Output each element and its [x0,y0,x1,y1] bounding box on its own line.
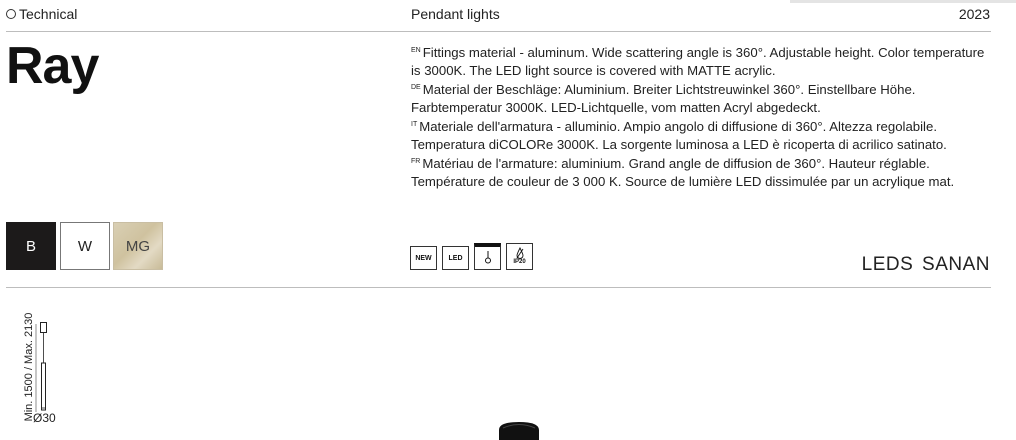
product-description [411,42,996,190]
finish-code: MG [125,237,151,255]
pendant-lamp-glyph [482,251,494,265]
description-fr [411,153,996,190]
pendant-icon [474,243,501,270]
new-badge-text: NEW [415,254,432,262]
finish-swatch-black [6,222,56,270]
lang-code: EN [411,47,421,54]
ip20-icon [506,243,533,270]
description-text: Matériau de l'armature: aluminium. Grand angle de diffusion de 360°. Hauteur réglable. Température de couleur de 3 000 K. Source de lumière LED dissimulée par un acrylique mat. [411,156,955,189]
droplet-icon [515,247,525,259]
description-text: Material der Beschläge: Aluminium. Breiter Lichtstreuwinkel 360°. Einstellbare Höhe. Farbtemperatur 3000K. LED-Lichtquelle, vom matten Acryl abgedeckt. [411,82,916,115]
category-label: Pendant lights [411,6,500,22]
ip-rating-text: IP20 [513,259,526,265]
top-scroll-indicator [790,0,1016,3]
lang-code: IT [411,121,418,128]
finish-swatch-white [60,222,110,270]
new-badge-icon [410,246,437,270]
description-text: Fittings material - aluminum. Wide scattering angle is 360°. Adjustable height. Color temperature is 3000K. The LED light source is covered with MATTE acrylic. [411,45,985,78]
finish-swatch-matte-gold [113,222,163,270]
lang-code: DE [411,84,421,91]
description-de [411,79,996,116]
product-title: Ray [6,37,99,95]
product-photo [493,422,545,440]
diameter-label: Ø30 [33,411,56,425]
height-dimension-label: Min. 1500 / Max. 2130 [23,312,35,422]
led-badge-text: LED [448,254,463,262]
description-text: Materiale dell'armatura - alluminio. Ampio angolo di diffusione di 360°. Altezza regolabile. Temperatura diCOLORe 3000K. La sorgente luminosa a LED è ricoperta di acrilico satinato. [411,119,947,152]
section-text: Technical [19,6,78,22]
bullet-circle-icon [6,9,16,19]
finish-code: W [77,237,93,255]
section-divider [6,287,991,288]
description-en [411,42,996,79]
finish-code: B [25,237,36,255]
pendant-dimension-drawing [20,318,60,418]
brand-name: LEDS SANAN [861,254,990,275]
header-divider [6,31,991,32]
year-label: 2023 [958,6,990,22]
description-it [411,116,996,153]
section-label [6,5,77,23]
lang-code: FR [411,158,421,165]
led-badge-icon [442,246,469,270]
